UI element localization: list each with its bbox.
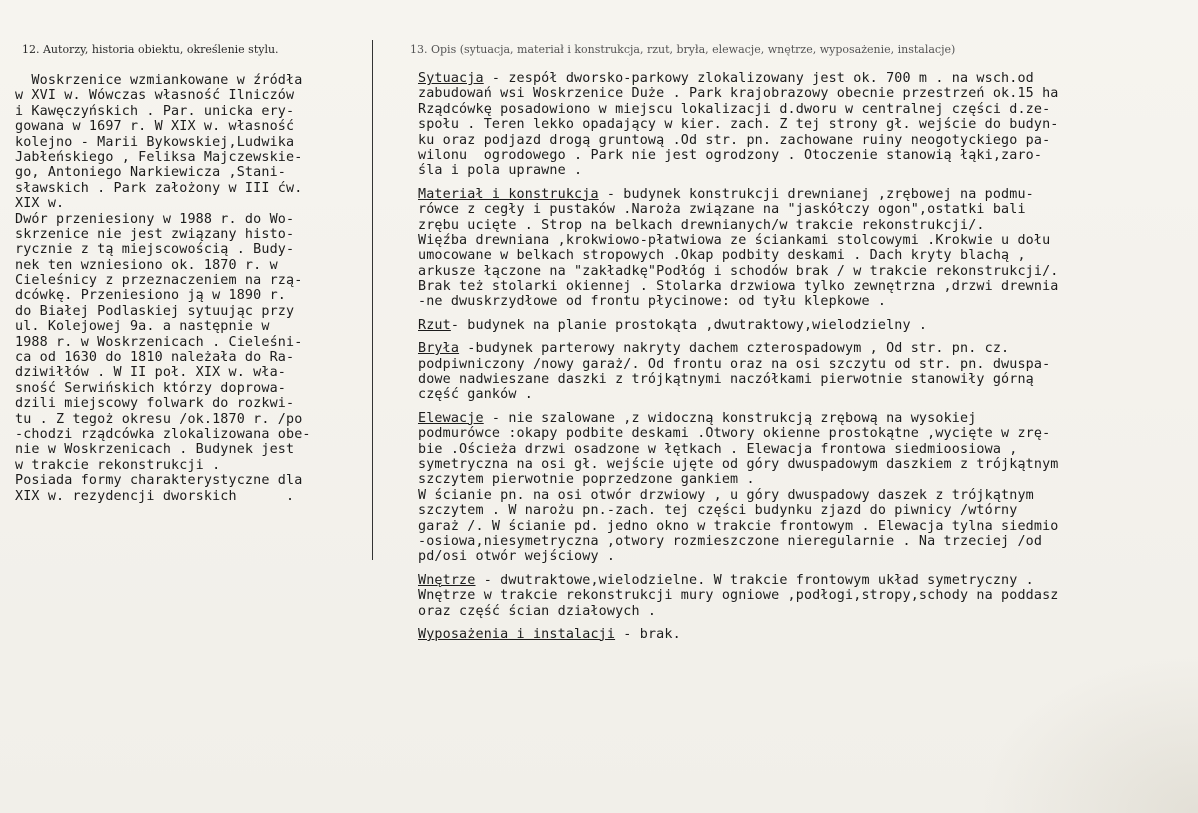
history-text-column [15,73,370,504]
history-line: sławskich . Park założony w III ćw. [15,180,303,196]
section-heading: Elewacje [418,410,484,426]
section-text: Więźba drewniana ,krokwiowo-płatwiowa ze ściankami stolcowymi .Krokwie u dołu [418,232,1051,248]
section-text: szczytem pierwotnie poprzedzone gankiem . [418,472,755,488]
description-line [418,233,1193,248]
description-line [418,503,1193,518]
description-line [418,279,1193,294]
section-text: bie .Ościeża drzwi osadzone w łętkach . Elewacja frontowa siedmioosiowa , [418,441,1018,457]
description-line [418,426,1193,441]
section-text: - nie szalowane ,z widoczną konstrukcją zrębową na wysokiej [483,410,977,426]
section-text: Rządcówkę posadowiono w miejscu lokalizacji d.dworu w centralnej części d.ze- [418,101,1051,117]
description-line [418,442,1193,457]
description-line [418,163,1193,178]
description-line [418,549,1193,564]
description-line [418,472,1193,487]
history-line: nie w Woskrzenicach . Budynek jest [15,442,295,458]
section-heading: Wyposażenia i instalacji [418,626,616,642]
description-line [418,102,1193,117]
description-line [418,86,1193,101]
paper-stain [978,653,1198,813]
history-line: Posiada formy charakterystyczne dla [15,473,303,489]
description-line [418,387,1193,402]
section-text: rówce z cegły i pustaków .Naroża związane na "jaskółczy ogon",ostatki bali [418,202,1026,218]
description-line [418,372,1193,387]
description-line [418,264,1193,279]
history-line: Woskrzenice wzmiankowane w źródła [15,73,303,88]
history-line: Jabłeńskiego , Feliksa Majczewskie- [15,149,303,165]
section-gap [418,619,1193,627]
history-line: dzili miejscowy folwark do rozkwi- [15,396,295,412]
history-line: gowana w 1697 r. W XIX w. własność [15,119,295,135]
history-line: w XVI w. Wówczas własność Ilniczów [15,88,295,104]
section-gap [418,179,1193,187]
description-line [418,71,1193,86]
history-line: i Kawęczyńskich . Par. unicka ery- [15,103,295,119]
history-line: nek ten wzniesiono ok. 1870 r. w [15,257,278,273]
section-text: - brak. [615,626,681,642]
history-line: skrzenice nie jest związany histo- [15,226,295,242]
description-line [418,357,1193,372]
description-line [418,604,1193,619]
section-gap [418,333,1193,341]
section-heading: Bryła [418,341,460,357]
description-line [418,411,1193,426]
description-line [418,117,1193,132]
left-column-header: 12. Autorzy, historia obiektu, określenie stylu. [22,43,279,56]
section-text: garaż /. W ścianie pd. jedno okno w trakcie frontowym . Elewacja tylna siedmio [418,518,1059,534]
section-heading: Sytuacja [418,71,484,86]
history-line: ca od 1630 do 1810 należała do Ra- [15,350,295,366]
history-line: dziwiłłów . W II poł. XIX w. wła- [15,365,286,381]
section-text: społu . Teren lekko opadający w kier. zach. Z tej strony gł. wejście do budyn- [418,117,1059,133]
section-text: W ścianie pn. na osi otwór drzwiowy , u góry dwuspadowy daszek z trójkątnym [418,487,1034,503]
history-line: Cieleśnicy z przeznaczeniem na rzą- [15,273,303,289]
history-line: ul. Kolejowej 9a. a następnie w [15,319,270,335]
history-line: Dwór przeniesiony w 1988 r. do Wo- [15,211,295,227]
history-line: rycznie z tą miejscowością . Budy- [15,242,295,258]
section-text: część ganków . [418,387,533,403]
description-line [418,519,1193,534]
section-text: umocowane w belkach stropowych .Okap podbity deskami . Dach kryty blachą , [418,248,1026,264]
section-text: -osiowa,niesymetryczna ,otwory rozmieszczone nieregularnie . Na trzeciej /od [418,533,1043,549]
section-text: wilonu ogrodowego . Park nie jest ogrodzony . Otoczenie stanowią łąki,zaro- [418,147,1043,163]
description-line [418,318,1193,333]
description-line [418,187,1193,202]
description-line [418,488,1193,503]
section-heading: Materiał i konstrukcja [418,186,599,202]
section-text: - dwutraktowe,wielodzielne. W trakcie frontowym układ symetryczny . [475,572,1034,588]
section-text: -ne dwuskrzydłowe od frontu płycinowe: od tyłu klepkowe . [418,294,887,310]
description-line [418,457,1193,472]
section-text: zrębu ucięte . Strop na belkach drewnianych/w trakcie rekonstrukcji/. [418,217,985,233]
history-line: go, Antoniego Narkiewicza ,Stani- [15,165,286,181]
column-divider [372,40,373,560]
history-line: XIX w. rezydencji dworskich . [15,488,295,504]
section-text: szczytem . W narożu pn.-zach. tej części budynku zjazd do piwnicy /wtórny [418,503,1018,519]
history-line: -chodzi rządcówka zlokalizowana obe- [15,426,311,442]
section-text: -budynek parterowy nakryty dachem czterospadowym , Od str. pn. cz. [459,341,1010,357]
description-line [418,627,1193,642]
section-text: pd/osi otwór wejściowy . [418,549,616,565]
history-line: tu . Z tegoż okresu /ok.1870 r. /po [15,411,303,427]
description-line [418,341,1193,356]
section-heading: Wnętrze [418,572,476,588]
section-text: śla i pola uprawne . [418,163,583,179]
history-line: do Białej Podlaskiej sytuując przy [15,303,295,319]
history-line: 1988 r. w Woskrzenicach . Cieleśni- [15,334,303,350]
section-text: - zespół dworsko-parkowy zlokalizowany jest ok. 700 m . na wsch.od [483,71,1034,86]
section-heading: Rzut [418,317,451,333]
section-text: Brak też stolarki okiennej . Stolarka drzwiowa tylko zewnętrzna ,drzwi drewnia [418,279,1059,295]
section-text: ku oraz podjazd drogą gruntową .Od str. pn. zachowane ruiny neogotyckiego pa- [418,132,1051,148]
section-gap [418,565,1193,573]
history-line: dcówkę. Przeniesiono ją w 1890 r. [15,288,286,304]
history-line: kolejno - Marii Bykowskiej,Ludwika [15,134,295,150]
description-line [418,133,1193,148]
section-text: symetryczna na osi gł. wejście ujęte od góry dwuspadowym daszkiem z trójkątnym [418,456,1059,472]
description-line [418,534,1193,549]
section-gap [418,403,1193,411]
description-line [418,148,1193,163]
right-column-header: 13. Opis (sytuacja, materiał i konstrukcja, rzut, bryła, elewacje, wnętrze, wyposażenie, instalacje) [410,43,956,56]
description-line [418,218,1193,233]
description-line [418,573,1193,588]
description-text-column [418,71,1193,642]
description-line [418,248,1193,263]
section-text: arkusze łączone na "zakładkę"Podłóg i schodów brak / w trakcie rekonstrukcji/. [418,263,1059,279]
history-line: w trakcie rekonstrukcji . [15,457,221,473]
history-line: XIX w. [15,196,65,212]
section-gap [418,310,1193,318]
section-text: oraz część ścian działowych . [418,603,657,619]
history-line: sność Serwińskich którzy doprowa- [15,380,286,396]
section-text: Wnętrze w trakcie rekonstrukcji mury ogniowe ,podłogi,stropy,schody na poddasz [418,588,1059,604]
section-text: dowe nadwieszane daszki z trójkątnymi naczółkami pierwotnie stanowiły górną [418,372,1034,388]
description-line [418,202,1193,217]
section-text: - budynek konstrukcji drewnianej ,zrębowej na podmu- [598,186,1034,202]
description-line [418,294,1193,309]
description-line [418,588,1193,603]
section-text: podpiwniczony /nowy garaż/. Od frontu oraz na osi szczytu od str. pn. dwuspa- [418,356,1051,372]
section-text: zabudowań wsi Woskrzenice Duże . Park krajobrazowy obecnie przestrzeń ok.15 ha [418,86,1059,102]
section-text: - budynek na planie prostokąta ,dwutraktowy,wielodzielny . [450,317,928,333]
section-text: podmurówce :okapy podbite deskami .Otwory okienne prostokątne ,wycięte w zrę- [418,426,1051,442]
